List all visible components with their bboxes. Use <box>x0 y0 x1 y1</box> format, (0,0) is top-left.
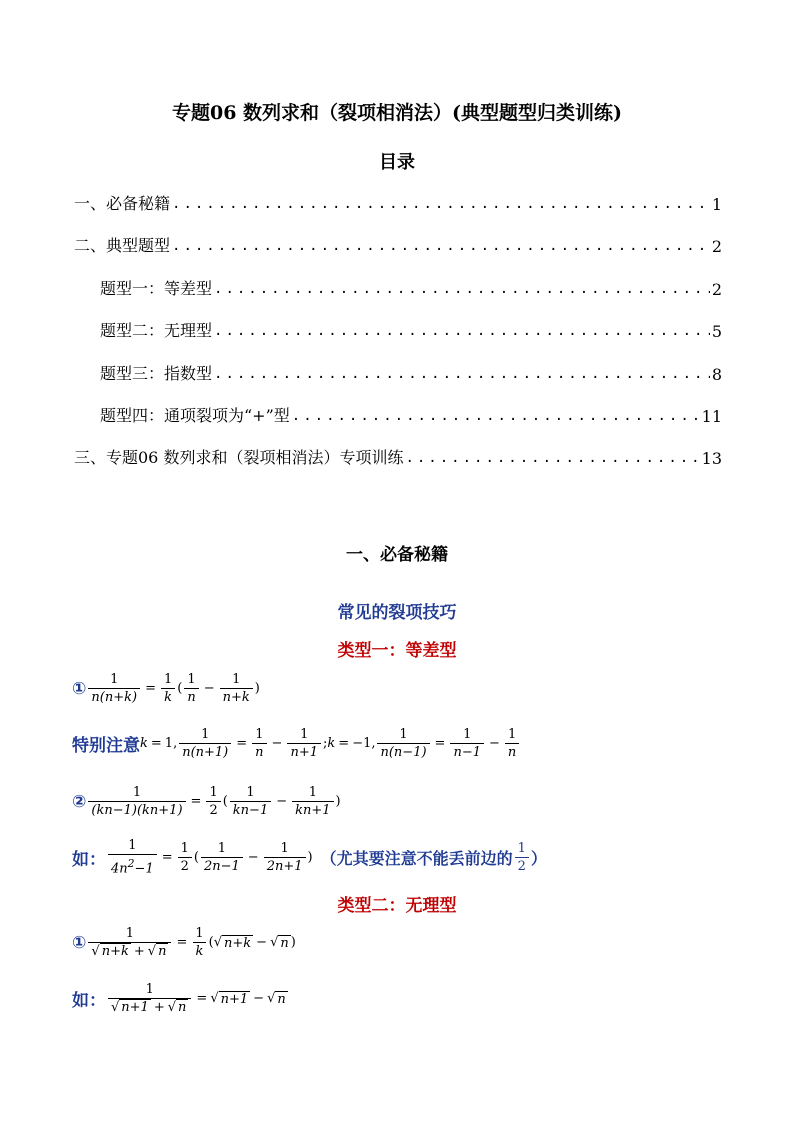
toc-item[interactable] <box>74 232 722 256</box>
note-end: ） <box>530 848 547 868</box>
toc-page: 11 <box>701 407 722 426</box>
formula-special-note: 特别注意 k = 1, $\frac{1}{n(n+1)}$ = $\frac{1}{n}$ − $\frac{1}{n+1}$ ; k = −1, $\frac{1}{n(n-1)}$ = $\frac{1}{n-1}$ − $\frac{1}{n}$ <box>72 727 521 760</box>
formula-arith-odd: ② $\frac{1}{(kn-1)(kn+1)}$ = $\frac{1}{2}$ ( $\frac{1}{kn-1}$ − $\frac{1}{kn+1}$ ) <box>72 785 341 818</box>
fraction: $\frac{1}{k}$ <box>192 926 206 959</box>
example-label: 如： <box>72 991 106 1011</box>
toc-item[interactable] <box>100 402 722 426</box>
toc-item-text: 题型四：通项裂项为“+”型 <box>100 406 290 425</box>
formula-irrational-example: 如： $\frac{1}{√ n+1 + √ n}$ = √ n+1 − √ n <box>72 982 286 1015</box>
toc-item-text: 三、专题06 数列求和（裂项相消法）专项训练 <box>74 448 404 467</box>
toc-heading: 目录 <box>379 152 415 173</box>
fraction: $\frac{1}{kn-1}$ <box>230 785 271 818</box>
toc-leader <box>214 279 710 299</box>
circle-number: ① <box>72 678 87 699</box>
example-label: 如： <box>72 849 106 870</box>
fraction: $\frac{1}{2}$ <box>178 841 192 874</box>
type-heading: 类型二：无理型 <box>337 896 457 916</box>
formula-example-1: 如： $\frac{1}{4n^2-1}$ = $\frac{1}{2}$ ( $\frac{1}{2n-1}$ − $\frac{1}{2n+1}$ ) （尤其要注意不能丢前边的 $\frac{1}{2}$ ） <box>72 838 547 877</box>
section-heading: 一、必备秘籍 <box>346 545 448 565</box>
fraction: $\frac{1}{n(n-1)}$ <box>377 727 429 760</box>
toc-item-text: 题型三：指数型 <box>100 364 213 383</box>
toc-page: 8 <box>711 365 722 384</box>
toc-item[interactable] <box>74 190 722 214</box>
toc-item[interactable] <box>100 317 722 341</box>
toc-leader <box>214 321 710 341</box>
toc-item-text: 题型二：无理型 <box>100 321 213 340</box>
fraction: $\frac{1}{kn+1}$ <box>292 785 333 818</box>
fraction: $\frac{1}{n}$ <box>184 672 198 705</box>
type-heading: 类型一：等差型 <box>337 641 457 661</box>
toc-page: 13 <box>701 449 722 468</box>
fraction: $\frac{1}{2n-1}$ <box>201 841 243 874</box>
fraction: $\frac{1}{4n^2-1}$ <box>108 838 157 876</box>
fraction: $\frac{1}{n}$ <box>505 727 519 760</box>
fraction: $\frac{1}{n(n+1)}$ <box>179 727 231 760</box>
fraction: $\frac{1}{2}$ <box>515 841 529 874</box>
toc-leader <box>405 448 699 468</box>
toc-item-text: 题型一：等差型 <box>100 279 213 298</box>
special-label: 特别注意 <box>72 736 140 756</box>
toc-leader <box>214 364 710 384</box>
toc-leader <box>172 236 710 256</box>
document-title: 专题06 数列求和（裂项相消法）(典型题型归类训练) <box>171 102 623 124</box>
toc-leader <box>292 406 700 426</box>
fraction: $\frac{1}{2n+1}$ <box>264 841 306 874</box>
circle-number: ② <box>72 791 87 812</box>
circle-number: ① <box>72 932 87 953</box>
toc-item-text: 二、典型题型 <box>74 236 171 255</box>
fraction: $\frac{1}{n+1}$ <box>287 727 321 760</box>
fraction: $\frac{1}{(kn-1)(kn+1)}$ <box>88 785 185 818</box>
fraction: $\frac{1}{n(n+k)}$ <box>88 672 140 705</box>
fraction: $\frac{1}{n+k}$ <box>220 672 253 705</box>
toc-page: 2 <box>711 237 722 256</box>
fraction: $\frac{1}{k}$ <box>161 672 175 705</box>
toc-item[interactable] <box>100 275 722 299</box>
note-text <box>321 841 547 874</box>
formula-irrational-general: ① $\frac{1}{√ n+k + √ n}$ = $\frac{1}{k}$ ( √ n+k − √ n ) <box>72 926 296 959</box>
formula-arith-general: ① $\frac{1}{n(n+k)}$ = $\frac{1}{k}$ ( $\frac{1}{n}$ − $\frac{1}{n+k}$ ) <box>72 672 260 705</box>
toc-page: 5 <box>711 322 722 341</box>
toc-item-text: 一、必备秘籍 <box>74 194 171 213</box>
toc-item[interactable] <box>74 444 722 468</box>
toc-leader <box>172 194 710 214</box>
toc-page: 1 <box>711 195 722 214</box>
fraction: $\frac{1}{n-1}$ <box>450 727 484 760</box>
fraction: $\frac{1}{√ n+1 + √ n}$ <box>108 982 191 1015</box>
fraction: $\frac{1}{n}$ <box>252 727 266 760</box>
fraction: $\frac{1}{2}$ <box>206 785 220 818</box>
fraction: $\frac{1}{√ n+k + √ n}$ <box>88 926 171 959</box>
toc-page: 2 <box>711 280 722 299</box>
toc-item[interactable] <box>100 360 722 384</box>
section-subheading: 常见的裂项技巧 <box>337 603 457 623</box>
note-body: （尤其要注意不能丢前边的 <box>320 848 513 868</box>
